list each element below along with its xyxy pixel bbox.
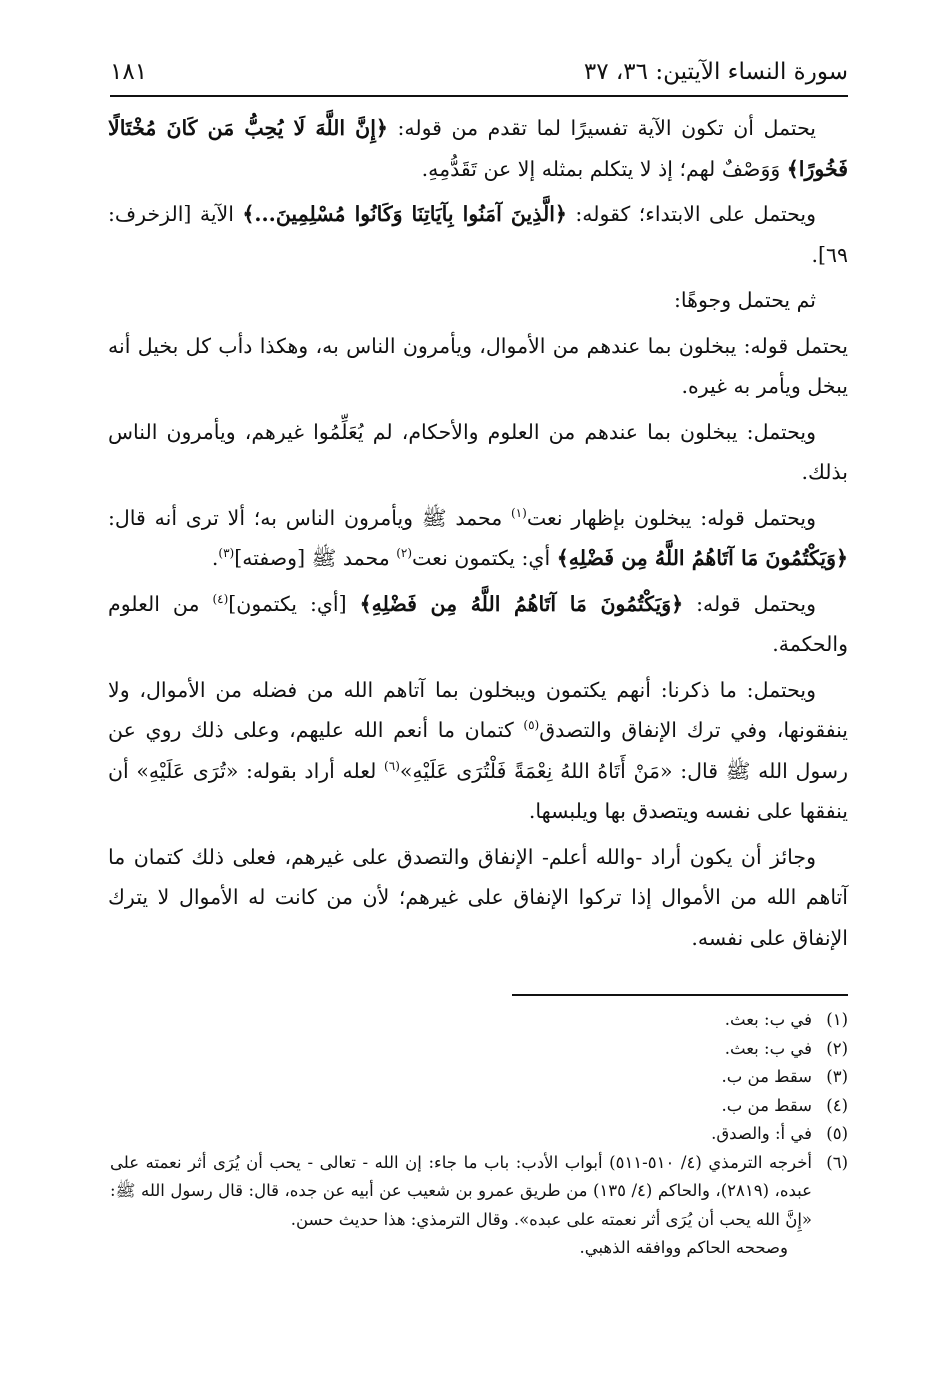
paragraph xyxy=(108,194,848,275)
paragraph xyxy=(108,584,848,665)
paragraph xyxy=(108,412,848,493)
quran-quote: ﴿وَيَكْتُمُونَ مَا آتَاهُمُ اللَّهُ مِن فَضْلِهِ﴾ xyxy=(556,546,848,570)
running-title: سورة النساء الآيتين: ٣٦، ٣٧ xyxy=(583,59,848,85)
paragraph xyxy=(108,280,848,321)
footnote xyxy=(110,1120,848,1149)
quran-quote: ﴿الَّذِينَ آمَنُوا بِآيَاتِنَا وَكَانُوا مُسْلِمِينَ...﴾ xyxy=(242,202,567,226)
footnote xyxy=(110,1035,848,1064)
footnote-marker: (٥) xyxy=(523,718,540,733)
footnote-number: (٣) xyxy=(826,1067,848,1086)
page-number: ١٨١ xyxy=(110,59,148,85)
text-span: لعله أراد بقوله: «تُرَى عَلَيْهِ» أن ينفقها على نفسه ويتصدق بها ويلبسها. xyxy=(108,758,848,823)
footnote-number: (٦) xyxy=(826,1152,848,1172)
footnotes xyxy=(110,1006,848,1263)
footnote-marker: (٣) xyxy=(218,546,235,561)
footnote-marker: (١) xyxy=(510,505,527,520)
footnote-text: أخرجه الترمذي (٤/ ٥١٠-٥١١) أبواب الأدب: باب ما جاء: إن الله - تعالى - يحب أن يُرَى أثر نعمته على عبده، (٢٨١٩)، والحاكم (٤/ ١٣٥) من طريق عمرو بن شعيب عن أبيه عن جده، قال: قال رسول الله ﷺ: «إِنَّ الله يحب أن يُرَى أثر نعمته على عبده». وقال الترمذي: هذا حديث حسن. xyxy=(110,1152,812,1229)
text-span: وَوَصْفٌ لهم؛ إذ لا يتكلم بمثله إلا عن تَقَدُّمِهِ. xyxy=(421,156,787,181)
footnote xyxy=(110,1149,848,1235)
paragraph xyxy=(108,498,848,579)
text-span: الآية [الزخرف: ٦٩]. xyxy=(108,202,848,267)
text-span: يحتمل أن تكون الآية تفسيرًا لما تقدم من قوله: xyxy=(387,116,817,140)
text-span: من العلوم والحكمة. xyxy=(108,591,848,656)
text-span: ويحتمل: يبخلون بما عندهم من العلوم والأحكام، لم يُعَلِّمُوا غيرهم، ويأمرون الناس بذلك. xyxy=(108,419,848,484)
footnote-marker: (٦) xyxy=(384,758,400,773)
footnote-rule xyxy=(512,994,848,996)
paragraph xyxy=(108,326,848,407)
text-span: ويحتمل على الابتداء؛ كقوله: xyxy=(566,202,816,226)
footnote-number: (٤) xyxy=(826,1095,848,1115)
text-span: [أي: يكتمون] xyxy=(228,591,360,616)
footnote-text: في أ: والصدق. xyxy=(711,1124,812,1143)
footnote xyxy=(110,1063,848,1092)
footnote-marker: (٤) xyxy=(212,591,229,606)
text-span: ويحتمل قوله: يبخلون بإظهار نعت xyxy=(526,505,816,530)
footnote-number: (١) xyxy=(826,1010,848,1029)
paragraph xyxy=(108,670,848,832)
footnote-text: في ب: بعث. xyxy=(724,1038,812,1058)
header-rule xyxy=(110,95,848,97)
paragraph xyxy=(108,108,848,189)
text-span: محمد ﷺ [وصفته] xyxy=(234,546,397,570)
footnote-continuation: وصححه الحاكم ووافقه الذهبي. xyxy=(579,1238,788,1257)
footnote-number: (٥) xyxy=(826,1124,848,1143)
footnote-text: سقط من ب. xyxy=(721,1067,812,1086)
footnote-text: في ب: بعث. xyxy=(724,1010,812,1029)
text-span: . xyxy=(211,546,219,570)
main-text xyxy=(108,108,848,963)
text-span: ويحتمل قوله: xyxy=(683,591,817,616)
text-span: أي: يكتمون نعت xyxy=(412,546,557,570)
footnote-number: (٢) xyxy=(826,1038,848,1058)
footnote-marker: (٢) xyxy=(396,546,413,561)
page-header xyxy=(110,52,848,92)
quran-quote: ﴿وَيَكْتُمُونَ مَا آتَاهُمُ اللَّهُ مِن فَضْلِهِ﴾ xyxy=(359,591,684,616)
paragraph xyxy=(108,837,848,959)
quran-quote: ﴿إِنَّ اللَّهَ لَا يُحِبُّ مَن كَانَ مُخْتَالًا فَخُورًا﴾ xyxy=(108,116,848,181)
footnote-text: سقط من ب. xyxy=(721,1095,812,1115)
text-span: يحتمل قوله: يبخلون بما عندهم من الأموال، ويأمرون الناس به، وهكذا دأب كل بخيل أنه يبخل ويأمر به غيره. xyxy=(108,333,848,398)
text-span: ويحتمل: ما ذكرنا: أنهم يكتمون ويبخلون بما آتاهم الله من فضله من الأموال، ولا ينفقونها، وفي ترك الإنفاق والتصدق xyxy=(108,677,848,742)
text-span: ثم يحتمل وجوهًا: xyxy=(673,288,816,312)
footnote xyxy=(110,1092,848,1121)
text-span: وجائز أن يكون أراد -والله أعلم- الإنفاق والتصدق على غيرهم، فعلى ذلك كتمان ما آتاهم الله من الأموال إذا تركوا الإنفاق على غيرهم؛ لأن من كانت له الأموال لا يترك الإنفاق على نفسه. xyxy=(108,844,848,950)
text-span: محمد ﷺ ويأمرون الناس به؛ ألا ترى أنه قال: xyxy=(108,505,511,530)
footnote xyxy=(110,1006,848,1035)
text-span: كتمان ما أنعم الله عليهم، وعلى ذلك روي عن رسول الله ﷺ قال: «مَنْ أَتَاهُ اللهُ نِعْمَةً فَلْتُرَى عَلَيْهِ» xyxy=(108,718,849,783)
